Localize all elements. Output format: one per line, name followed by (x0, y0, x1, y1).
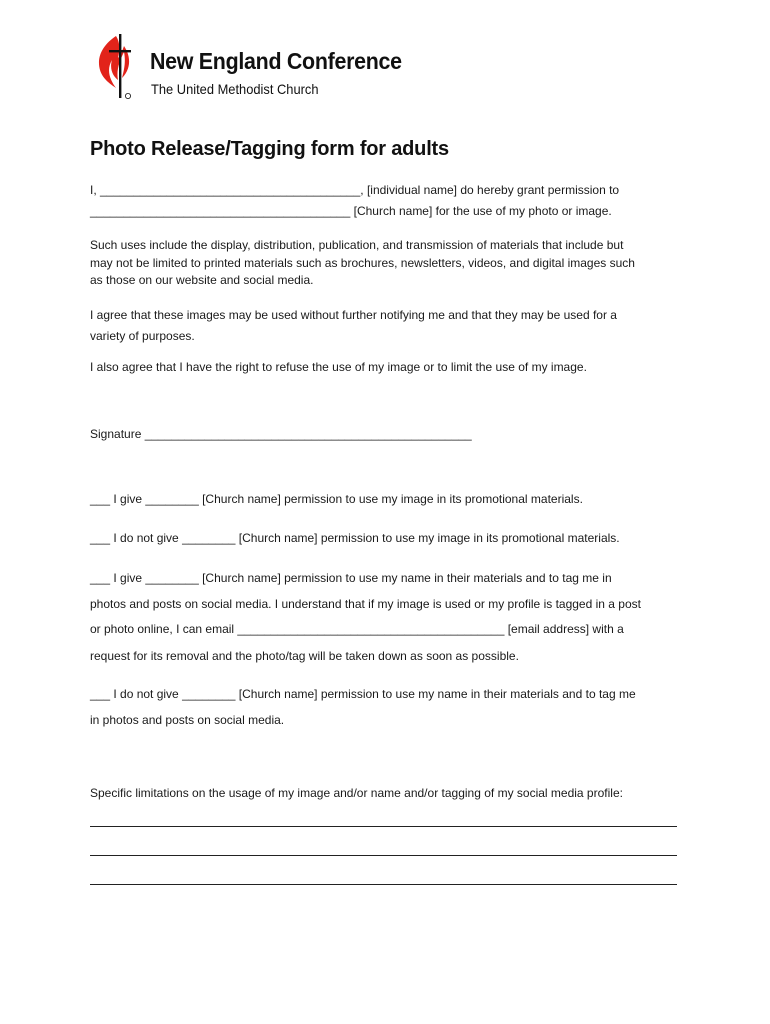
uses-line-3: as those on our website and social media. (90, 273, 314, 287)
conference-logo (94, 30, 414, 102)
limitations-line-1[interactable] (90, 826, 677, 827)
option-give-name-line-2: photos and posts on social media. I understand that if my image is used or my profile is tagged in a post (90, 597, 641, 611)
conference-name: New England Conference (150, 48, 402, 74)
refuse-line: I also agree that I have the right to refuse the use of my image or to limit the use of my image. (90, 360, 587, 374)
option-give-name-line-1[interactable]: ___ I give ________ [Church name] permission to use my name in their materials and to tag me in (90, 571, 612, 585)
limitations-line-3[interactable] (90, 884, 677, 885)
cross-and-flame-icon (94, 30, 138, 102)
option-give-image[interactable]: ___ I give ________ [Church name] permission to use my image in its promotional materials. (90, 492, 583, 506)
option-not-give-name-line-1[interactable]: ___ I do not give ________ [Church name] permission to use my name in their materials and to tag me (90, 687, 636, 701)
uses-line-2: may not be limited to printed materials such as brochures, newsletters, videos, and digital images such (90, 256, 635, 270)
church-name: The United Methodist Church (151, 81, 319, 97)
option-give-name-line-4: request for its removal and the photo/tag will be taken down as soon as possible. (90, 649, 519, 663)
option-not-give-image[interactable]: ___ I do not give ________ [Church name] permission to use my image in its promotional materials. (90, 531, 620, 545)
uses-line-1: Such uses include the display, distribution, publication, and transmission of materials that include but (90, 238, 624, 252)
limitations-line-2[interactable] (90, 855, 677, 856)
agree-line-1: I agree that these images may be used without further notifying me and that they may be used for a (90, 308, 617, 322)
option-give-name-line-3[interactable]: or photo online, I can email ________________________________________ [email address] with a (90, 622, 624, 636)
signature-line[interactable]: Signature _________________________________________________ (90, 427, 472, 441)
limitations-label: Specific limitations on the usage of my image and/or name and/or tagging of my social media profile: (90, 786, 623, 800)
grant-line-1: I, _______________________________________, [individual name] do hereby grant permission to (90, 183, 620, 197)
form-title: Photo Release/Tagging form for adults (90, 138, 449, 160)
option-not-give-name-line-2: in photos and posts on social media. (90, 713, 285, 727)
agree-line-2: variety of purposes. (90, 329, 195, 343)
grant-line-2: _______________________________________ [Church name] for the use of my photo or image. (90, 204, 612, 218)
